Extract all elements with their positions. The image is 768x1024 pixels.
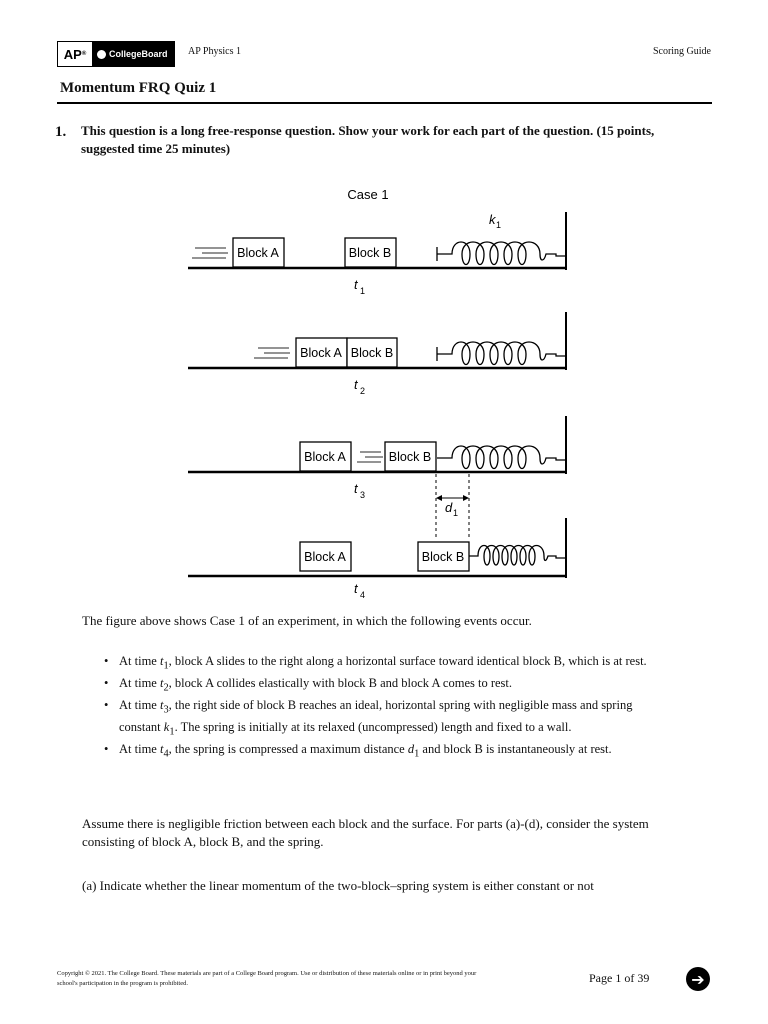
part-a-prompt: (a) Indicate whether the linear momentum of the two-block–spring system is either constant or not [82,878,594,893]
event-item: • At time $t_3$, the right side of block B reaches an ideal, horizontal spring with negligible mass and spring constant $k_1$. The spring is initially at its relaxed (uncompressed) length and fixed to a wall. [104,697,664,741]
svg-text:4: 4 [360,590,366,600]
block-b-label: Block B [350,346,394,360]
acorn-icon [97,50,106,59]
row-t1 [188,212,566,296]
row-t3 [188,416,566,500]
svg-text:1: 1 [453,508,459,518]
svg-text:d: d [445,500,453,515]
svg-text:t: t [354,481,358,496]
course-name: AP Physics 1 [188,46,241,57]
figure-intro: The figure above shows Case 1 of an experiment, in which the following events occur. [82,613,532,628]
time-label [354,377,365,396]
svg-text:2: 2 [360,386,366,396]
svg-text:k: k [489,212,496,227]
event-item: • At time $t_1$, block A slides to the right along a horizontal surface toward identical block B, which is at rest. [104,653,664,675]
block-a-label: Block A [304,450,346,464]
motion-lines [254,348,290,358]
spring [437,446,566,469]
spring [437,242,566,265]
scoring-guide-label: Scoring Guide [652,46,711,57]
svg-text:t: t [354,277,358,292]
collegeboard-wordmark: CollegeBoard [93,42,174,66]
event-item: • At time $t_2$, block A collides elastically with block B and block A comes to rest. [104,675,664,697]
block-b-label: Block B [348,246,392,260]
svg-text:t: t [354,581,358,596]
displacement-d1 [436,474,469,540]
arrow-right-circle-icon[interactable]: ➔ [686,967,710,991]
copyright-notice: Copyright © 2021. The College Board. These materials are part of a College Board program. Use or distribution of these materials online or in print beyond your school's participation in the program is prohibited. [57,970,477,987]
block-a-label: Block A [300,346,342,360]
block-a-label: Block A [237,246,279,260]
event-item: • At time $t_4$, the spring is compressed a maximum distance $d_1$ and block B is instantaneously at rest. [104,741,664,763]
row-t4 [188,518,566,600]
block-b-label: Block B [388,450,432,464]
time-label [354,581,365,600]
event-list [104,653,664,763]
page-number: Page 1 of 39 [589,971,650,985]
case-1-figure [0,180,768,600]
ap-logo-mark: AP ® [58,42,93,66]
k1-label [489,212,501,230]
question-number: 1. [55,124,67,140]
svg-text:3: 3 [360,490,366,500]
time-label [354,277,365,296]
motion-lines [357,452,383,462]
row-t2 [188,312,566,396]
block-b-label: Block B [421,550,465,564]
spring [469,546,566,566]
question-prompt: This question is a long free-response question. Show your work for each part of the question. (15 points, suggested time 25 minutes) [81,123,655,156]
header-divider [57,102,712,104]
svg-text:1: 1 [496,220,502,230]
motion-lines [192,248,228,258]
ap-collegeboard-logo [57,41,175,67]
time-label [354,481,365,500]
figure-title: Case 1 [347,187,389,202]
block-a-label: Block A [304,550,346,564]
assumption-paragraph: Assume there is negligible friction between each block and the surface. For parts (a)-(d), consider the system consisting of block A, block B, and the spring. [82,816,649,849]
svg-text:t: t [354,377,358,392]
page-title: Momentum FRQ Quiz 1 [60,80,217,96]
spring [437,342,566,365]
svg-text:1: 1 [360,286,366,296]
